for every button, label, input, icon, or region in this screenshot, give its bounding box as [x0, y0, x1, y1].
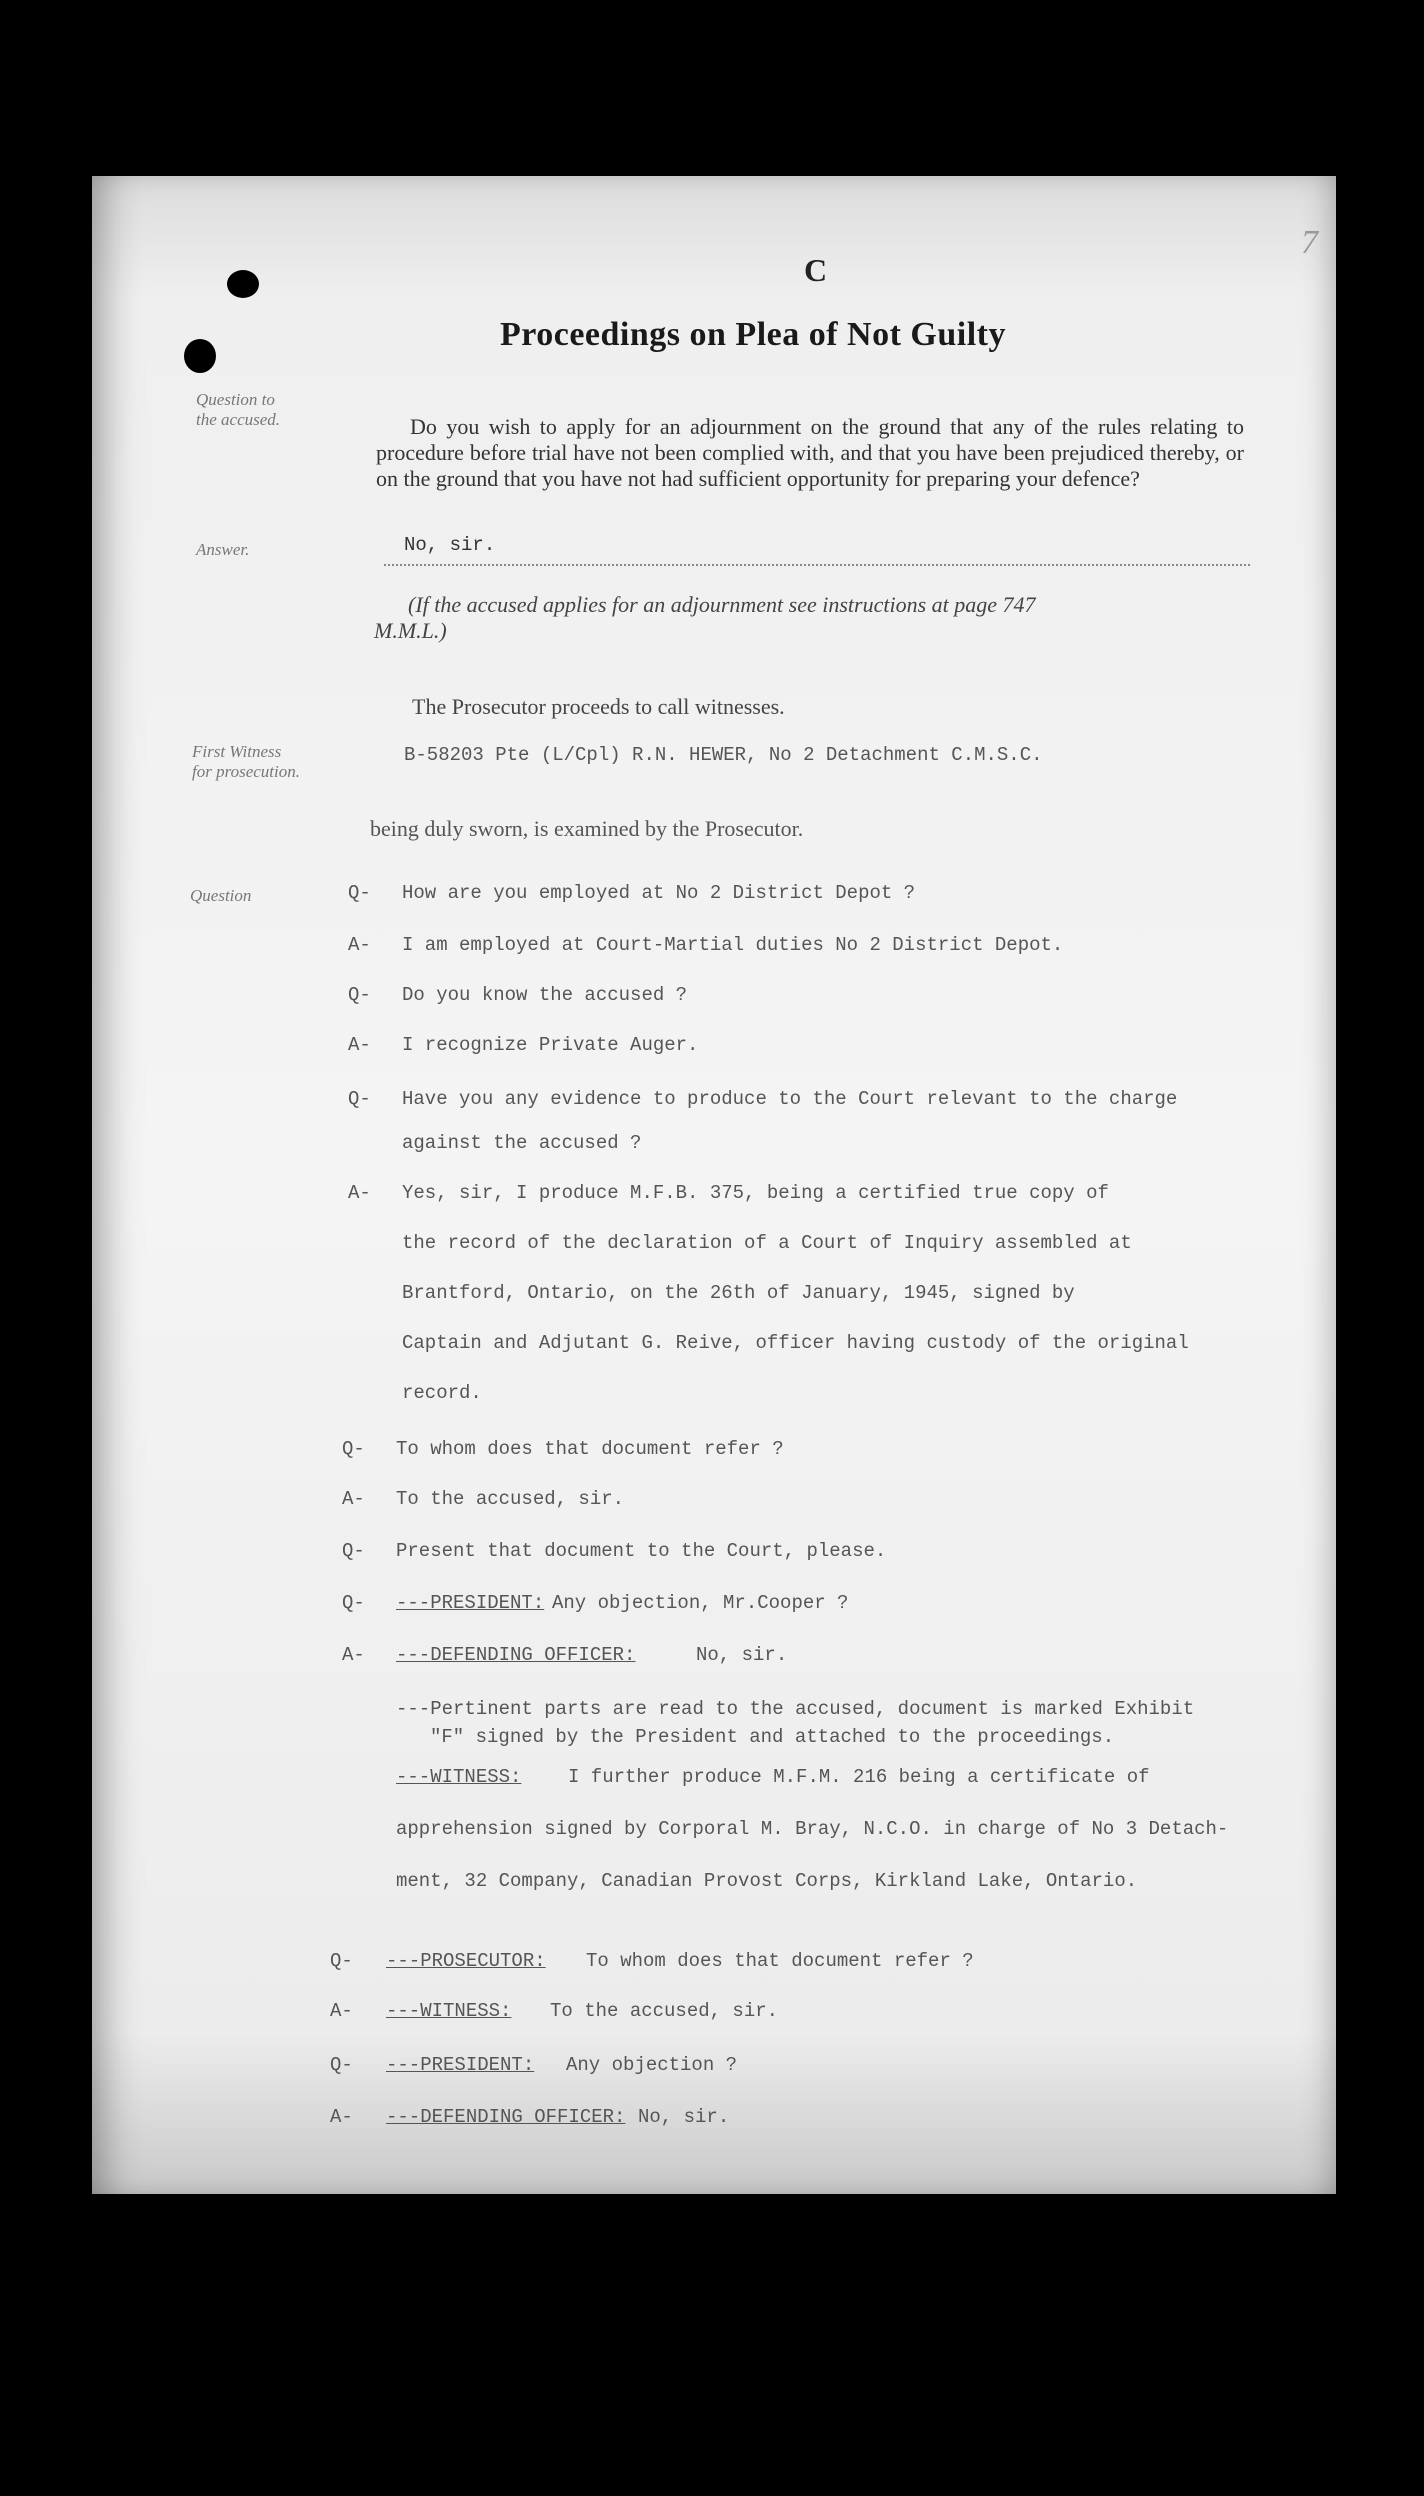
margin-note-line: First Witness — [192, 742, 282, 761]
page-title: Proceedings on Plea of Not Guilty — [500, 316, 1006, 353]
answer-text: No, sir. — [404, 534, 496, 556]
speaker-label: ---WITNESS: — [386, 2000, 512, 2022]
margin-note-line: Question to — [196, 390, 275, 409]
document-page — [92, 176, 1336, 2194]
speaker-text: No, sir. — [638, 2106, 730, 2128]
instruction-line: M.M.L.) — [374, 618, 447, 643]
prosecutor-calls-witnesses: The Prosecutor proceeds to call witnesses. — [412, 694, 785, 719]
speaker-label: ---DEFENDING OFFICER: — [386, 2106, 626, 2128]
statement-line: I further produce M.F.M. 216 being a certificate of — [568, 1766, 1150, 1788]
margin-note-question: Question — [190, 886, 252, 905]
statement-line: ment, 32 Company, Canadian Provost Corps, Kirkland Lake, Ontario. — [396, 1870, 1138, 1892]
instruction-line: (If the accused applies for an adjournment see instructions at page 747 — [408, 592, 1036, 617]
exchange-line: Yes, sir, I produce M.F.B. 375, being a certified true copy of — [402, 1182, 1109, 1204]
exchange-line: Do you know the accused ? — [402, 984, 688, 1006]
adjournment-question: Do you wish to apply for an adjournment on the ground that any of the rules relating to procedure before trial have not been complied with, and that you have been prejudiced thereby, or on the ground that you have not had sufficient opportunity for preparing your defence? — [376, 414, 1244, 491]
speaker-label: ---PRESIDENT: — [386, 2054, 535, 2076]
exchange-line: Present that document to the Court, please. — [396, 1540, 887, 1562]
exchange-mark: Q- — [330, 2054, 353, 2076]
note-line: "F" signed by the President and attached to the proceedings. — [430, 1726, 1115, 1748]
exchange-line: I recognize Private Auger. — [402, 1034, 699, 1056]
witness-name: B-58203 Pte (L/Cpl) R.N. HEWER, No 2 Detachment C.M.S.C. — [404, 744, 1043, 766]
exchange-mark: A- — [348, 1034, 371, 1056]
speaker-label: ---PROSECUTOR: — [386, 1950, 546, 1972]
margin-note-first-witness — [192, 742, 300, 782]
speaker-label: ---DEFENDING OFFICER: — [396, 1644, 636, 1666]
exchange-mark: Q- — [348, 1088, 371, 1110]
punch-hole — [184, 339, 216, 373]
exchange-mark: A- — [348, 1182, 371, 1204]
answer-dotted-line — [384, 564, 1250, 566]
section-letter: C — [804, 252, 828, 288]
punch-hole — [227, 270, 259, 298]
exchange-line: To whom does that document refer ? — [396, 1438, 784, 1460]
note-line: ---Pertinent parts are read to the accused, document is marked Exhibit — [396, 1698, 1195, 1720]
sworn-statement: being duly sworn, is examined by the Prosecutor. — [370, 816, 804, 841]
exchange-line: the record of the declaration of a Court of Inquiry assembled at — [402, 1232, 1132, 1254]
speaker-label: ---WITNESS: — [396, 1766, 522, 1788]
margin-note-line: the accused. — [196, 410, 281, 429]
exchange-mark: Q- — [342, 1540, 365, 1562]
exchange-mark: A- — [330, 2106, 353, 2128]
speaker-text: To whom does that document refer ? — [586, 1950, 974, 1972]
exchange-mark: A- — [348, 934, 371, 956]
statement-line: apprehension signed by Corporal M. Bray, N.C.O. in charge of No 3 Detach- — [396, 1818, 1229, 1840]
exchange-line: To the accused, sir. — [396, 1488, 625, 1510]
exchange-mark: A- — [342, 1488, 365, 1510]
speaker-label: ---PRESIDENT: — [396, 1592, 545, 1614]
speaker-text: To the accused, sir. — [550, 2000, 779, 2022]
speaker-text: Any objection, Mr.Cooper ? — [552, 1592, 849, 1614]
margin-note-answer: Answer. — [196, 540, 250, 559]
exchange-line: record. — [402, 1382, 482, 1404]
speaker-text: Any objection ? — [566, 2054, 738, 2076]
adjournment-instruction — [374, 592, 1254, 644]
exchange-line: Have you any evidence to produce to the Court relevant to the charge — [402, 1088, 1178, 1110]
exchange-mark: Q- — [330, 1950, 353, 1972]
exchange-line: Captain and Adjutant G. Reive, officer having custody of the original — [402, 1332, 1189, 1354]
exchange-mark: A- — [330, 2000, 353, 2022]
exchange-line: I am employed at Court-Martial duties No 2 District Depot. — [402, 934, 1064, 956]
exchange-line: How are you employed at No 2 District Depot ? — [402, 882, 916, 904]
margin-note-line: for prosecution. — [192, 762, 300, 781]
page-number: 7 — [1301, 224, 1318, 261]
exchange-mark: Q- — [342, 1438, 365, 1460]
exchange-line: Brantford, Ontario, on the 26th of January, 1945, signed by — [402, 1282, 1075, 1304]
speaker-text: No, sir. — [696, 1644, 788, 1666]
exchange-line: against the accused ? — [402, 1132, 642, 1154]
exchange-mark: Q- — [348, 984, 371, 1006]
exchange-mark: A- — [342, 1644, 365, 1666]
exchange-mark: Q- — [342, 1592, 365, 1614]
margin-note-question-to-accused — [196, 390, 280, 430]
exchange-mark: Q- — [348, 882, 371, 904]
